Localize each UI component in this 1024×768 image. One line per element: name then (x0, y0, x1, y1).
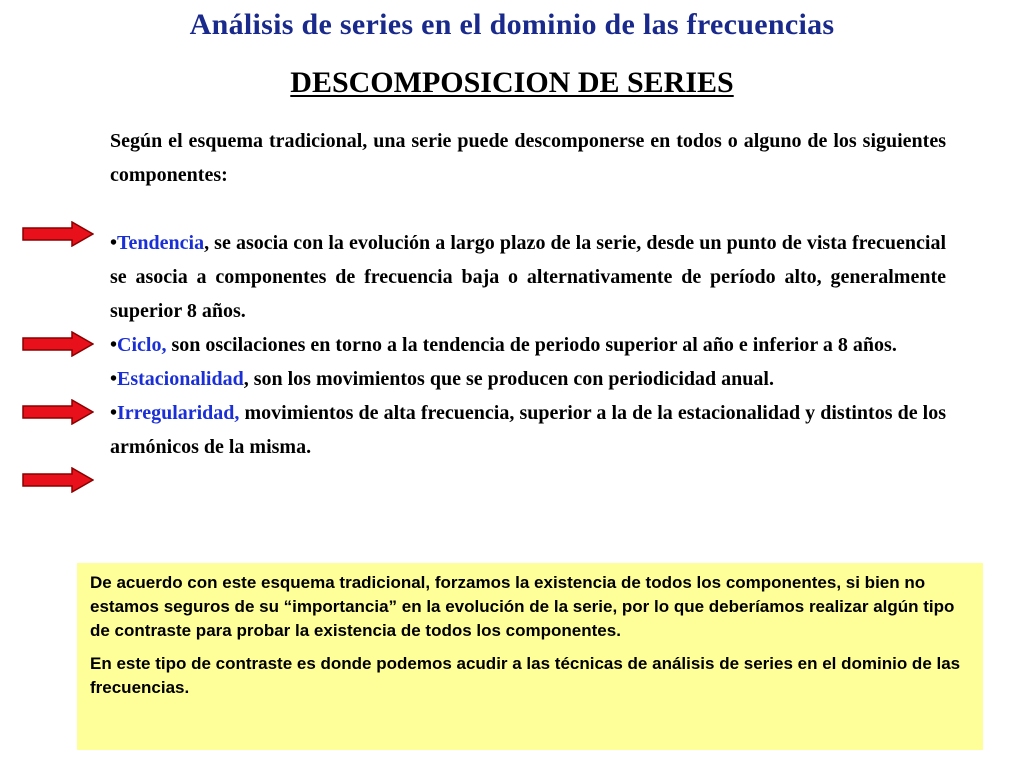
callout-paragraph: En este tipo de contraste es donde podemos acudir a las técnicas de análisis de series en el dominio de las frecuencias. (90, 654, 961, 697)
component-item-estacionalidad (110, 362, 946, 396)
callout-paragraph: De acuerdo con este esquema tradicional, forzamos la existencia de todos los componentes, si bien no estamos seguros de su “importancia” en la evolución de la serie, por lo que deberíamos realizar algún tipo de contraste para probar la existencia de todos los componentes. (90, 573, 955, 640)
bullet: • (110, 232, 118, 254)
component-term: Estacionalidad (117, 368, 244, 390)
bullet: • (110, 334, 118, 356)
component-item-tendencia (110, 226, 946, 328)
component-item-irregularidad (110, 396, 946, 464)
component-term: Irregularidad, (117, 402, 240, 424)
callout-box (77, 563, 983, 750)
component-description: son oscilaciones en torno a la tendencia de periodo superior al año e inferior a 8 años. (166, 334, 897, 356)
red-arrow-icon (22, 221, 94, 247)
component-description: movimientos de alta frecuencia, superior a la de la estacionalidad y distintos de los armónicos de la misma. (110, 402, 946, 458)
red-arrow-icon (22, 467, 94, 493)
intro-paragraph: Según el esquema tradicional, una serie puede descomponerse en todos o alguno de los siguientes componentes: (110, 130, 946, 186)
section-heading: DESCOMPOSICION DE SERIES (290, 66, 734, 99)
bullet: • (110, 368, 118, 390)
red-arrow-icon (22, 331, 94, 357)
page-title: Análisis de series en el dominio de las frecuencias (189, 8, 835, 41)
bullet: • (110, 402, 118, 424)
red-arrow-icon (22, 399, 94, 425)
body-text (110, 124, 946, 464)
component-term: Ciclo, (117, 334, 167, 356)
component-item-ciclo (110, 328, 946, 362)
component-description: , se asocia con la evolución a largo plazo de la serie, desde un punto de vista frecuencial se asocia a componentes de frecuencia baja o alternativamente de período alto, generalmente superior 8 años. (110, 232, 946, 322)
component-term: Tendencia (117, 232, 205, 254)
component-description: , son los movimientos que se producen con periodicidad anual. (243, 368, 774, 390)
